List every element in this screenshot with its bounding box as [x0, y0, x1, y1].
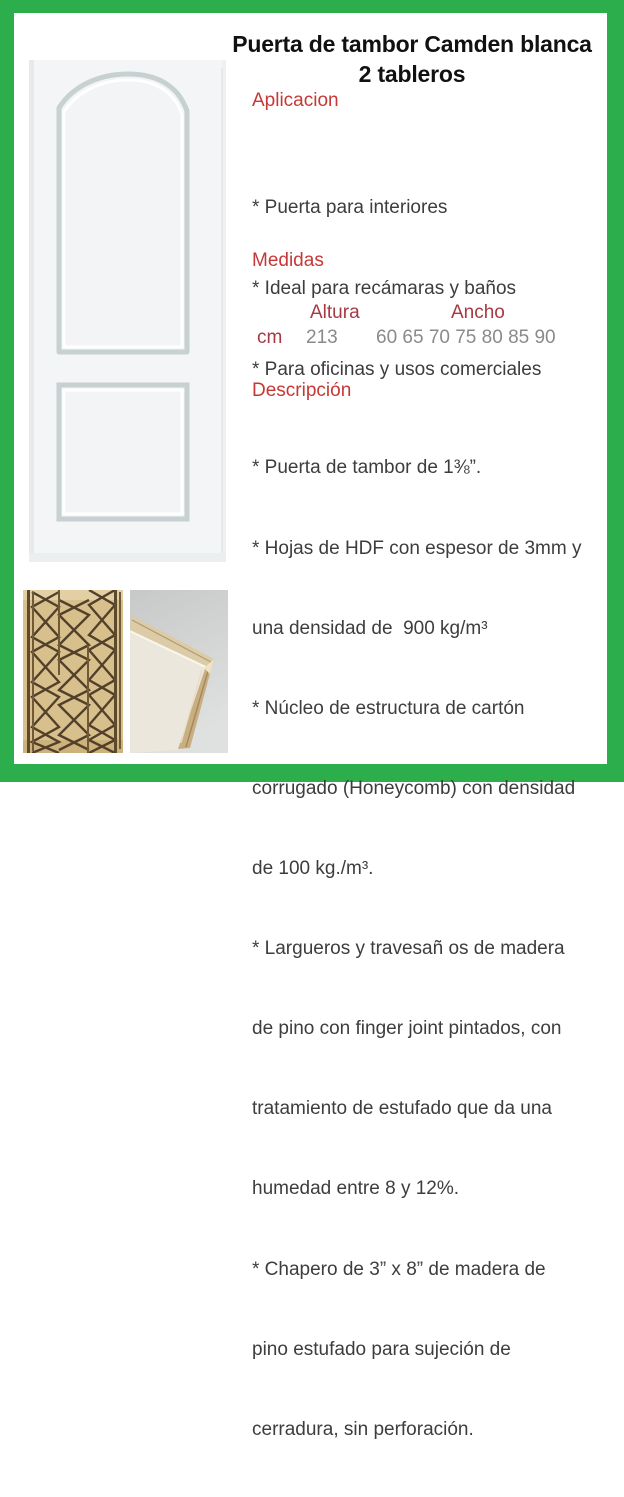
table-header-ancho: Ancho	[451, 302, 505, 323]
descripcion-text	[252, 402, 581, 1497]
table-header-altura: Altura	[310, 302, 360, 323]
content-area	[14, 13, 607, 1440]
descripcion-line: tratamiento de estufado que da una	[252, 1098, 553, 1120]
descripcion-line: de pino con finger joint pintados, con	[252, 1018, 562, 1040]
descripcion-line: * Largueros y travesañ os de madera	[252, 938, 565, 960]
page-title	[216, 29, 608, 89]
descripcion-line: * Núcleo de estructura de cartón	[252, 697, 525, 719]
descripcion-line: cerradura, sin perforación.	[252, 1418, 474, 1440]
descripcion-line: pino estufado para sujeción de	[252, 1338, 511, 1360]
table-unit-label: cm	[257, 327, 283, 348]
descripcion-line: corrugado (Honeycomb) con densidad	[252, 777, 576, 799]
aplicacion-item: * Para oficinas y usos comerciales	[252, 359, 542, 380]
descripcion-line: una densidad de 900 kg/m³	[252, 617, 488, 639]
door-illustration	[26, 58, 230, 578]
descripcion-line: de 100 kg./m³.	[252, 857, 374, 879]
page-title-line1: Puerta de tambor Camden blanca	[232, 31, 592, 57]
page-title-line2: 2 tableros	[358, 61, 466, 87]
door-product-photo	[26, 58, 230, 578]
section-heading-medidas: Medidas	[252, 250, 324, 271]
descripcion-line: * Hojas de HDF con espesor de 3mm y	[252, 537, 582, 559]
door-edge-thumbnail	[130, 590, 228, 753]
table-altura-value: 213	[306, 327, 338, 348]
aplicacion-item: * Ideal para recámaras y baños	[252, 278, 517, 299]
door-edge-illustration	[130, 590, 228, 753]
aplicacion-item: * Puerta para interiores	[252, 197, 448, 218]
section-heading-aplicacion: Aplicacion	[252, 90, 339, 111]
honeycomb-core-thumbnail	[23, 590, 123, 753]
honeycomb-illustration	[23, 590, 123, 753]
descripcion-line: humedad entre 8 y 12%.	[252, 1178, 460, 1200]
descripcion-line: * Puerta de tambor de 1⅜”.	[252, 457, 482, 479]
section-heading-descripcion: Descripción	[252, 380, 352, 401]
descripcion-line: * Chapero de 3” x 8” de madera de	[252, 1258, 546, 1280]
table-ancho-values: 60 65 70 75 80 85 90	[376, 327, 556, 348]
